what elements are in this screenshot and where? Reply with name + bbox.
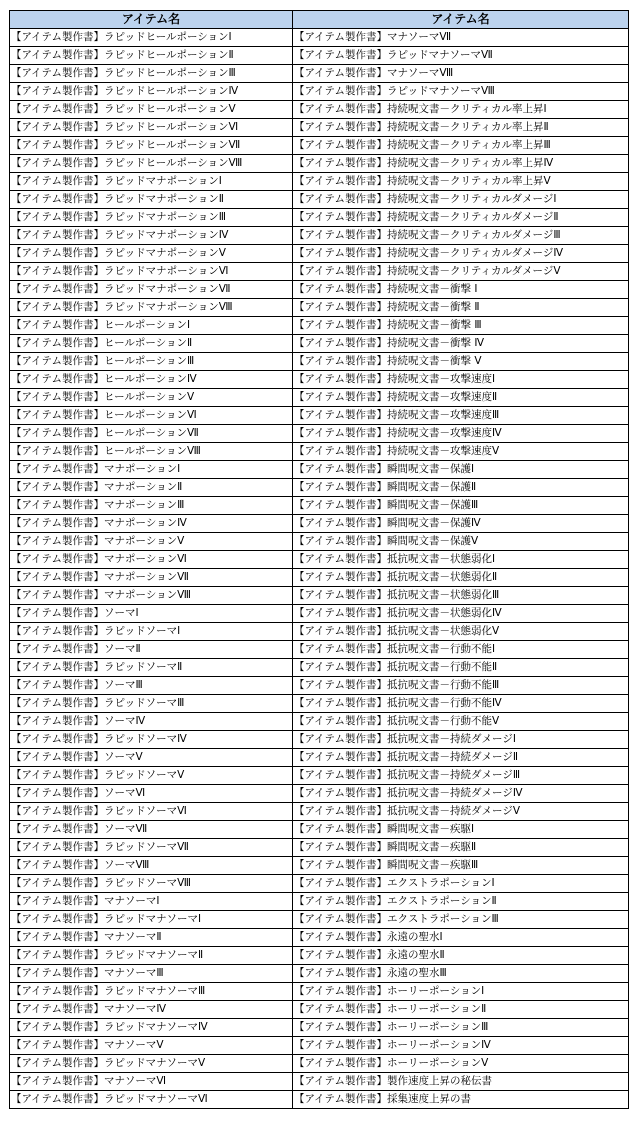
item-name-cell-left: 【アイテム製作書】マナソーマⅢ [10,965,293,983]
table-row [10,947,629,965]
table-row [10,623,629,641]
item-name-cell-right: 【アイテム製作書】抵抗呪文書－状態弱化Ⅴ [293,623,629,641]
table-row [10,83,629,101]
item-name-cell-left: 【アイテム製作書】ラピッドヒールポーションⅧ [10,155,293,173]
item-name-cell-left: 【アイテム製作書】ラピッドマナソーマⅣ [10,1019,293,1037]
item-name-cell-left: 【アイテム製作書】ラピッドヒールポーションⅡ [10,47,293,65]
item-name-cell-left: 【アイテム製作書】ラピッドマナポーションⅥ [10,263,293,281]
item-name-cell-right: 【アイテム製作書】抵抗呪文書－状態弱化Ⅱ [293,569,629,587]
table-row [10,587,629,605]
table-row [10,713,629,731]
item-name-cell-left: 【アイテム製作書】ラピッドマナポーションⅧ [10,299,293,317]
item-name-cell-left: 【アイテム製作書】ラピッドマナポーションⅡ [10,191,293,209]
item-name-cell-right: 【アイテム製作書】持続呪文書－クリティカル率上昇Ⅲ [293,137,629,155]
item-name-cell-left: 【アイテム製作書】ラピッドヒールポーションⅠ [10,29,293,47]
item-name-cell-right: 【アイテム製作書】採集速度上昇の書 [293,1091,629,1109]
item-name-cell-right: 【アイテム製作書】持続呪文書－クリティカルダメージⅠ [293,191,629,209]
item-name-cell-left: 【アイテム製作書】ラピッドマナソーマⅠ [10,911,293,929]
table-row [10,461,629,479]
table-row [10,101,629,119]
item-name-cell-left: 【アイテム製作書】ソーマⅤ [10,749,293,767]
table-row [10,821,629,839]
item-name-cell-left: 【アイテム製作書】ラピッドソーマⅡ [10,659,293,677]
item-name-cell-right: 【アイテム製作書】ラピッドマナソーマⅦ [293,47,629,65]
table-row [10,155,629,173]
table-row [10,911,629,929]
table-row [10,605,629,623]
table-row [10,209,629,227]
item-name-cell-left: 【アイテム製作書】ソーマⅥ [10,785,293,803]
item-name-cell-right: 【アイテム製作書】エクストラポーションⅡ [293,893,629,911]
item-name-cell-left: 【アイテム製作書】マナポーションⅢ [10,497,293,515]
item-name-cell-right: 【アイテム製作書】ホーリーポーションⅢ [293,1019,629,1037]
item-name-cell-left: 【アイテム製作書】ヒールポーションⅡ [10,335,293,353]
item-name-cell-right: 【アイテム製作書】瞬間呪文書－疾駆Ⅲ [293,857,629,875]
table-row [10,857,629,875]
item-name-cell-left: 【アイテム製作書】ラピッドソーマⅥ [10,803,293,821]
item-name-cell-right: 【アイテム製作書】持続呪文書－攻撃速度Ⅴ [293,443,629,461]
item-name-cell-right: 【アイテム製作書】永遠の聖水Ⅰ [293,929,629,947]
item-name-cell-right: 【アイテム製作書】持続呪文書－攻撃速度Ⅰ [293,371,629,389]
item-name-cell-left: 【アイテム製作書】ヒールポーションⅠ [10,317,293,335]
item-name-cell-left: 【アイテム製作書】マナソーマⅠ [10,893,293,911]
table-row [10,335,629,353]
item-name-cell-right: 【アイテム製作書】抵抗呪文書－持続ダメージⅡ [293,749,629,767]
item-name-cell-right: 【アイテム製作書】持続呪文書－クリティカル率上昇Ⅰ [293,101,629,119]
table-row [10,749,629,767]
item-name-cell-left: 【アイテム製作書】ラピッドヒールポーションⅢ [10,65,293,83]
table-row [10,407,629,425]
item-name-cell-left: 【アイテム製作書】ラピッドソーマⅣ [10,731,293,749]
item-name-cell-left: 【アイテム製作書】ラピッドマナポーションⅢ [10,209,293,227]
item-name-cell-left: 【アイテム製作書】ヒールポーションⅤ [10,389,293,407]
item-name-cell-right: 【アイテム製作書】マナソーマⅦ [293,29,629,47]
table-row [10,533,629,551]
item-name-cell-right: 【アイテム製作書】瞬間呪文書－疾駆Ⅰ [293,821,629,839]
item-name-cell-right: 【アイテム製作書】持続呪文書－衝撃 Ⅴ [293,353,629,371]
item-name-cell-right: 【アイテム製作書】持続呪文書－衝撃 Ⅰ [293,281,629,299]
item-name-cell-left: 【アイテム製作書】マナポーションⅥ [10,551,293,569]
item-name-cell-right: 【アイテム製作書】持続呪文書－衝撃 Ⅲ [293,317,629,335]
table-row [10,695,629,713]
table-row [10,767,629,785]
table-row [10,965,629,983]
item-name-cell-right: 【アイテム製作書】持続呪文書－クリティカルダメージⅣ [293,245,629,263]
item-name-cell-right: 【アイテム製作書】持続呪文書－クリティカルダメージⅢ [293,227,629,245]
item-name-cell-left: 【アイテム製作書】ラピッドソーマⅠ [10,623,293,641]
item-name-cell-left: 【アイテム製作書】ラピッドヒールポーションⅣ [10,83,293,101]
item-name-cell-left: 【アイテム製作書】ソーマⅦ [10,821,293,839]
table-row [10,263,629,281]
item-name-cell-left: 【アイテム製作書】マナポーションⅡ [10,479,293,497]
table-row [10,281,629,299]
item-name-cell-left: 【アイテム製作書】マナポーションⅠ [10,461,293,479]
item-name-cell-right: 【アイテム製作書】抵抗呪文書－持続ダメージⅤ [293,803,629,821]
item-name-cell-left: 【アイテム製作書】ラピッドソーマⅧ [10,875,293,893]
table-row [10,929,629,947]
item-name-cell-right: 【アイテム製作書】抵抗呪文書－持続ダメージⅢ [293,767,629,785]
item-name-cell-left: 【アイテム製作書】ラピッドヒールポーションⅦ [10,137,293,155]
item-name-cell-right: 【アイテム製作書】ラピッドマナソーマⅧ [293,83,629,101]
item-name-cell-right: 【アイテム製作書】持続呪文書－クリティカル率上昇Ⅱ [293,119,629,137]
table-row [10,1001,629,1019]
item-name-cell-right: 【アイテム製作書】抵抗呪文書－行動不能Ⅴ [293,713,629,731]
item-name-cell-left: 【アイテム製作書】ソーマⅧ [10,857,293,875]
item-name-cell-right: 【アイテム製作書】瞬間呪文書－保護Ⅲ [293,497,629,515]
item-name-cell-left: 【アイテム製作書】ラピッドソーマⅦ [10,839,293,857]
table-row [10,893,629,911]
table-row [10,641,629,659]
item-name-cell-left: 【アイテム製作書】マナソーマⅡ [10,929,293,947]
table-row [10,227,629,245]
item-name-cell-right: 【アイテム製作書】持続呪文書－攻撃速度Ⅲ [293,407,629,425]
item-name-cell-left: 【アイテム製作書】ラピッドマナポーションⅤ [10,245,293,263]
item-name-cell-right: 【アイテム製作書】ホーリーポーションⅣ [293,1037,629,1055]
item-name-cell-left: 【アイテム製作書】ラピッドマナソーマⅥ [10,1091,293,1109]
item-name-cell-right: 【アイテム製作書】持続呪文書－衝撃 Ⅱ [293,299,629,317]
item-name-cell-right: 【アイテム製作書】持続呪文書－衝撃 Ⅳ [293,335,629,353]
item-name-cell-right: 【アイテム製作書】ホーリーポーションⅤ [293,1055,629,1073]
item-name-cell-left: 【アイテム製作書】ラピッドマナポーションⅦ [10,281,293,299]
table-row [10,569,629,587]
table-row [10,191,629,209]
item-name-cell-right: 【アイテム製作書】持続呪文書－クリティカル率上昇Ⅴ [293,173,629,191]
item-name-cell-right: 【アイテム製作書】瞬間呪文書－保護Ⅳ [293,515,629,533]
item-name-cell-left: 【アイテム製作書】ソーマⅢ [10,677,293,695]
item-name-cell-right: 【アイテム製作書】持続呪文書－攻撃速度Ⅳ [293,425,629,443]
item-name-cell-right: 【アイテム製作書】抵抗呪文書－状態弱化Ⅳ [293,605,629,623]
item-name-cell-left: 【アイテム製作書】マナポーションⅦ [10,569,293,587]
item-name-cell-right: 【アイテム製作書】永遠の聖水Ⅱ [293,947,629,965]
item-name-cell-right: 【アイテム製作書】持続呪文書－クリティカルダメージⅡ [293,209,629,227]
table-row [10,983,629,1001]
item-name-cell-right: 【アイテム製作書】持続呪文書－クリティカルダメージⅤ [293,263,629,281]
table-row [10,65,629,83]
item-name-cell-right: 【アイテム製作書】瞬間呪文書－保護Ⅴ [293,533,629,551]
item-name-cell-right: 【アイテム製作書】抵抗呪文書－持続ダメージⅣ [293,785,629,803]
table-row [10,1037,629,1055]
item-name-cell-left: 【アイテム製作書】ヒールポーションⅦ [10,425,293,443]
table-row [10,515,629,533]
table-row [10,137,629,155]
table-row [10,389,629,407]
item-name-cell-left: 【アイテム製作書】ラピッドマナポーションⅣ [10,227,293,245]
table-row [10,731,629,749]
table-row [10,29,629,47]
item-name-cell-left: 【アイテム製作書】ラピッドマナソーマⅡ [10,947,293,965]
table-row [10,245,629,263]
item-name-cell-left: 【アイテム製作書】ラピッドソーマⅤ [10,767,293,785]
header-row [10,11,629,29]
column-header-left: アイテム名 [10,11,293,29]
table-row [10,371,629,389]
item-name-cell-left: 【アイテム製作書】ラピッドマナソーマⅢ [10,983,293,1001]
table-body [10,29,629,1109]
item-name-cell-left: 【アイテム製作書】マナソーマⅥ [10,1073,293,1091]
table-row [10,299,629,317]
table-row [10,479,629,497]
item-name-cell-left: 【アイテム製作書】ヒールポーションⅧ [10,443,293,461]
item-name-cell-left: 【アイテム製作書】ヒールポーションⅣ [10,371,293,389]
item-name-cell-right: 【アイテム製作書】マナソーマⅧ [293,65,629,83]
item-name-cell-left: 【アイテム製作書】ヒールポーションⅢ [10,353,293,371]
item-name-cell-left: 【アイテム製作書】ラピッドヒールポーションⅥ [10,119,293,137]
item-name-cell-left: 【アイテム製作書】ヒールポーションⅥ [10,407,293,425]
item-name-cell-left: 【アイテム製作書】マナソーマⅤ [10,1037,293,1055]
table-row [10,1073,629,1091]
item-name-cell-left: 【アイテム製作書】ラピッドマナポーションⅠ [10,173,293,191]
table-row [10,443,629,461]
table-row [10,1055,629,1073]
table-row [10,875,629,893]
table-row [10,47,629,65]
table-row [10,551,629,569]
table-row [10,785,629,803]
item-name-cell-right: 【アイテム製作書】抵抗呪文書－状態弱化Ⅲ [293,587,629,605]
table-row [10,1091,629,1109]
item-name-cell-left: 【アイテム製作書】マナポーションⅤ [10,533,293,551]
table-row [10,353,629,371]
item-name-cell-right: 【アイテム製作書】抵抗呪文書－持続ダメージⅠ [293,731,629,749]
table-row [10,1019,629,1037]
item-name-cell-left: 【アイテム製作書】ソーマⅠ [10,605,293,623]
item-name-cell-left: 【アイテム製作書】ラピッドヒールポーションⅤ [10,101,293,119]
table-row [10,317,629,335]
item-name-cell-right: 【アイテム製作書】持続呪文書－攻撃速度Ⅱ [293,389,629,407]
item-name-cell-right: 【アイテム製作書】永遠の聖水Ⅲ [293,965,629,983]
item-name-cell-right: 【アイテム製作書】抵抗呪文書－行動不能Ⅱ [293,659,629,677]
item-name-cell-right: 【アイテム製作書】エクストラポーションⅢ [293,911,629,929]
column-header-right: アイテム名 [293,11,629,29]
table-row [10,119,629,137]
item-name-cell-left: 【アイテム製作書】ソーマⅡ [10,641,293,659]
item-name-cell-left: 【アイテム製作書】マナソーマⅣ [10,1001,293,1019]
item-name-cell-right: 【アイテム製作書】エクストラポーションⅠ [293,875,629,893]
item-name-table [9,10,629,1109]
item-name-cell-left: 【アイテム製作書】ラピッドマナソーマⅤ [10,1055,293,1073]
table-row [10,497,629,515]
item-name-cell-right: 【アイテム製作書】抵抗呪文書－行動不能Ⅳ [293,695,629,713]
table-row [10,677,629,695]
table-row [10,839,629,857]
table-row [10,173,629,191]
item-name-cell-right: 【アイテム製作書】瞬間呪文書－疾駆Ⅱ [293,839,629,857]
item-name-cell-right: 【アイテム製作書】ホーリーポーションⅡ [293,1001,629,1019]
table-row [10,425,629,443]
item-name-cell-right: 【アイテム製作書】持続呪文書－クリティカル率上昇Ⅳ [293,155,629,173]
item-name-cell-right: 【アイテム製作書】瞬間呪文書－保護Ⅰ [293,461,629,479]
item-name-cell-left: 【アイテム製作書】マナポーションⅧ [10,587,293,605]
item-name-cell-right: 【アイテム製作書】瞬間呪文書－保護Ⅱ [293,479,629,497]
item-name-cell-right: 【アイテム製作書】抵抗呪文書－行動不能Ⅲ [293,677,629,695]
item-name-cell-right: 【アイテム製作書】抵抗呪文書－行動不能Ⅰ [293,641,629,659]
table-row [10,803,629,821]
item-name-cell-left: 【アイテム製作書】マナポーションⅣ [10,515,293,533]
item-name-cell-right: 【アイテム製作書】抵抗呪文書－状態弱化Ⅰ [293,551,629,569]
item-name-cell-left: 【アイテム製作書】ラピッドソーマⅢ [10,695,293,713]
item-name-cell-left: 【アイテム製作書】ソーマⅣ [10,713,293,731]
item-name-cell-right: 【アイテム製作書】製作速度上昇の秘伝書 [293,1073,629,1091]
item-name-cell-right: 【アイテム製作書】ホーリーポーションⅠ [293,983,629,1001]
table-row [10,659,629,677]
